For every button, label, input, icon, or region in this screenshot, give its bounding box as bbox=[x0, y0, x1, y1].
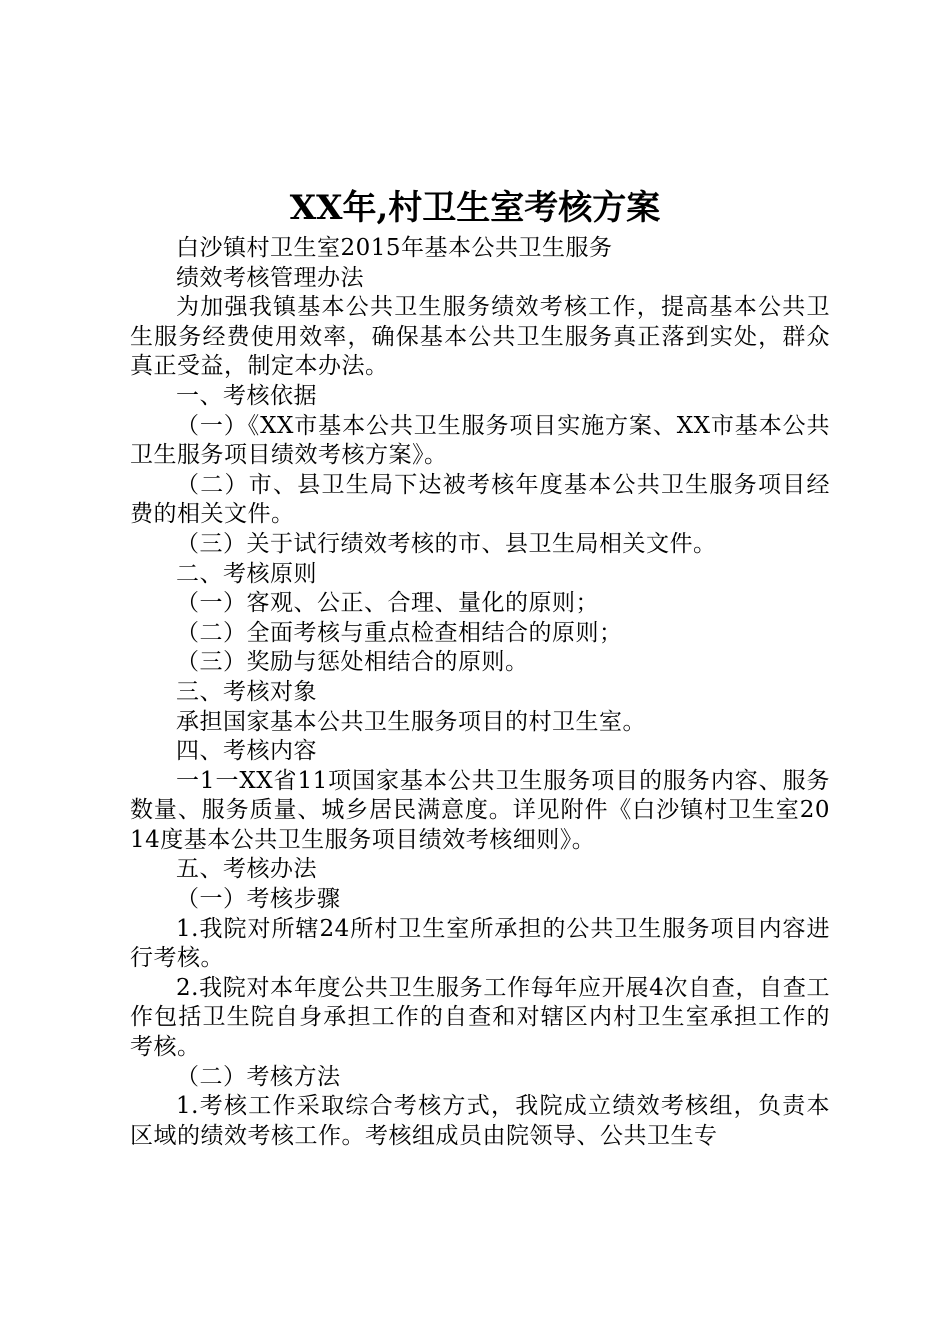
principle-item-1: （一）客观、公正、合理、量化的原则； bbox=[176, 590, 599, 617]
basis-item-3: （三）关于试行绩效考核的市、县卫生局相关文件。 bbox=[176, 530, 717, 557]
content-paragraph: 一1一XX省11项国家基本公共卫生服务项目的服务内容、服务数量、服务质量、城乡居民满意度。详见附件《白沙镇村卫生室2014度基本公共卫生服务项目绩效考核细则》。 bbox=[130, 767, 830, 853]
basis-item-1: （一）《XX市基本公共卫生服务项目实施方案、XX市基本公共卫生服务项目绩效考核方案》。 bbox=[130, 412, 830, 469]
subheading-methods: （二）考核方法 bbox=[176, 1063, 341, 1090]
subtitle-line-1: 白沙镇村卫生室2015年基本公共卫生服务 bbox=[176, 235, 613, 261]
methods-item-1: 1.考核工作采取综合考核方式，我院成立绩效考核组，负责本区域的绩效考核工作。考核组成员由院领导、公共卫生专 bbox=[130, 1093, 830, 1149]
section-heading-targets: 三、考核对象 bbox=[176, 678, 317, 705]
steps-item-2: 2.我院对本年度公共卫生服务工作每年应开展4次自查，自查工作包括卫生院自身承担工作的自查和对辖区内村卫生室承担工作的考核。 bbox=[130, 974, 830, 1061]
subheading-steps: （一）考核步骤 bbox=[176, 886, 341, 913]
subtitle-line-2: 绩效考核管理办法 bbox=[176, 264, 364, 291]
basis-item-2: （二）市、县卫生局下达被考核年度基本公共卫生服务项目经费的相关文件。 bbox=[130, 471, 830, 528]
principle-item-2: （二）全面考核与重点检查相结合的原则； bbox=[176, 619, 623, 646]
principle-item-3: （三）奖励与惩处相结合的原则。 bbox=[176, 649, 529, 676]
document-title: XX年,村卫生室考核方案 bbox=[289, 188, 661, 228]
section-heading-methods: 五、考核办法 bbox=[176, 856, 317, 883]
steps-item-1: 1.我院对所辖24所村卫生室所承担的公共卫生服务项目内容进行考核。 bbox=[130, 915, 830, 972]
section-heading-content: 四、考核内容 bbox=[176, 738, 317, 765]
document-body bbox=[130, 234, 830, 1151]
targets-paragraph: 承担国家基本公共卫生服务项目的村卫生室。 bbox=[176, 708, 646, 735]
section-heading-principles: 二、考核原则 bbox=[176, 560, 317, 587]
section-heading-basis: 一、考核依据 bbox=[176, 382, 317, 409]
intro-paragraph: 为加强我镇基本公共卫生服务绩效考核工作，提高基本公共卫生服务经费使用效率，确保基本公共卫生服务真正落到实处，群众真正受益，制定本办法。 bbox=[130, 294, 830, 380]
